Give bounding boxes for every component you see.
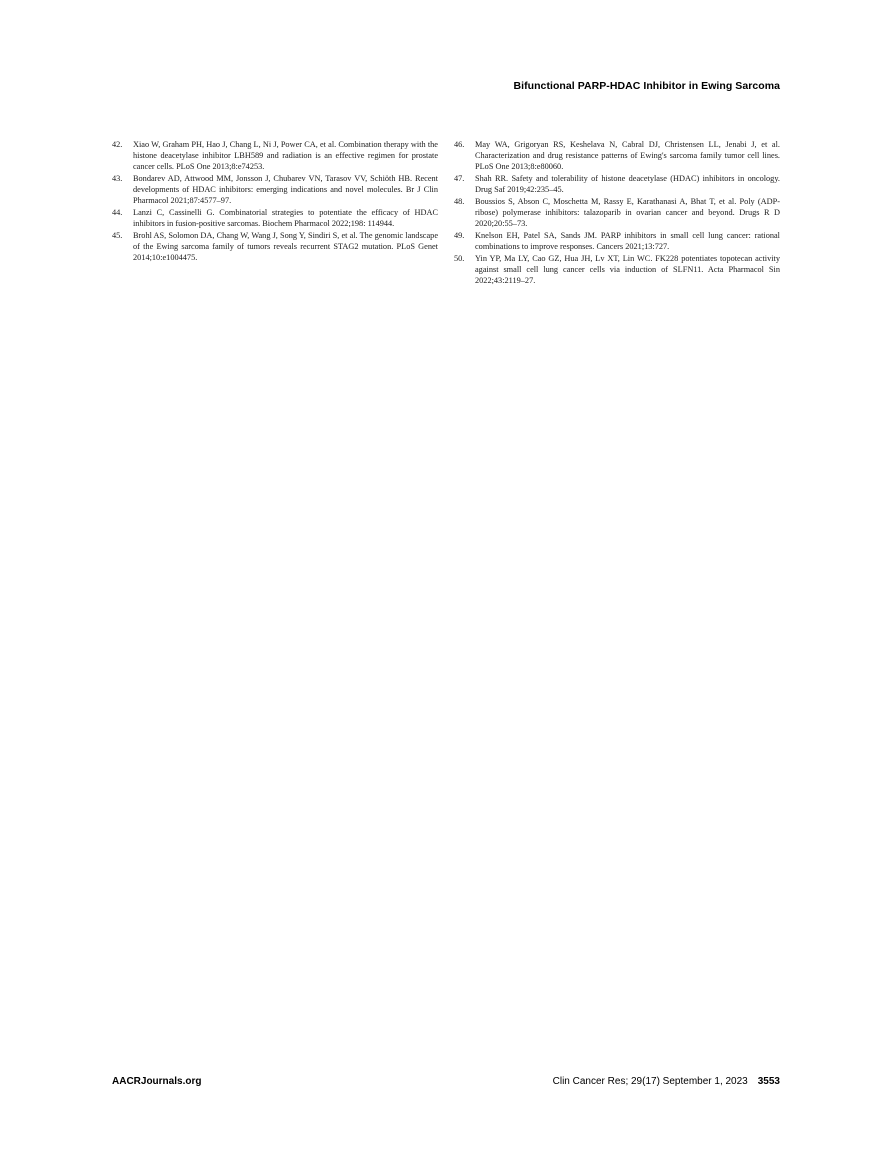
reference-item	[454, 139, 780, 172]
reference-number: 46.	[454, 140, 465, 149]
reference-number: 44.	[112, 208, 123, 217]
reference-number: 43.	[112, 174, 123, 183]
reference-number: 48.	[454, 197, 465, 206]
reference-item	[454, 196, 780, 229]
reference-item	[112, 207, 438, 229]
page-footer-citation	[553, 1076, 780, 1087]
reference-item	[454, 253, 780, 286]
reference-text: Lanzi C, Cassinelli G. Combinatorial strategies to potentiate the efficacy of HDAC inhibitors in fusion-positive sarcomas. Biochem Pharmacol 2022;198: 114944.	[133, 208, 438, 228]
citation-text: Clin Cancer Res; 29(17) September 1, 2023	[552, 1076, 748, 1087]
reference-item	[112, 139, 438, 172]
reference-text: Yin YP, Ma LY, Cao GZ, Hua JH, Lv XT, Lin WC. FK228 potentiates topotecan activity against small cell lung cancer cells via induction of SLFN11. Acta Pharmacol Sin 2022;43:2119–27.	[475, 254, 780, 285]
journal-site-link[interactable]: AACRJournals.org	[112, 1076, 202, 1087]
reference-number: 50.	[454, 254, 465, 263]
reference-text: Xiao W, Graham PH, Hao J, Chang L, Ni J, Power CA, et al. Combination therapy with the histone deacetylase inhibitor LBH589 and radiation is an effective regimen for prostate cancer cells. PLoS One 2013;8:e74253.	[133, 140, 438, 171]
reference-item	[454, 230, 780, 252]
page-number: 3553	[757, 1076, 780, 1087]
reference-number: 47.	[454, 174, 465, 183]
reference-item	[112, 173, 438, 206]
references-column-right	[454, 139, 780, 287]
reference-text: Boussios S, Abson C, Moschetta M, Rassy E, Karathanasi A, Bhat T, et al. Poly (ADP-ribose) polymerase inhibitors: talazoparib in ovarian cancer and beyond. Drugs R D 2020;20:55–73.	[475, 197, 780, 228]
reference-number: 45.	[112, 231, 123, 240]
references-column-left	[112, 139, 438, 264]
reference-item	[454, 173, 780, 195]
reference-text: Brohl AS, Solomon DA, Chang W, Wang J, Song Y, Sindiri S, et al. The genomic landscape of the Ewing sarcoma family of tumors reveals recurrent STAG2 mutation. PLoS Genet 2014;10:e1004475.	[133, 231, 438, 262]
running-header: Bifunctional PARP-HDAC Inhibitor in Ewing Sarcoma	[513, 80, 780, 92]
reference-number: 49.	[454, 231, 465, 240]
reference-item	[112, 230, 438, 263]
reference-text: Knelson EH, Patel SA, Sands JM. PARP inhibitors in small cell lung cancer: rational combinations to improve responses. Cancers 2021;13:727.	[475, 231, 780, 251]
reference-text: May WA, Grigoryan RS, Keshelava N, Cabral DJ, Christensen LL, Jenabi J, et al. Characterization and drug resistance patterns of Ewing's sarcoma family tumor cell lines. PLoS One 2013;8:e80060.	[475, 140, 780, 171]
reference-number: 42.	[112, 140, 123, 149]
reference-text: Bondarev AD, Attwood MM, Jonsson J, Chubarev VN, Tarasov VV, Schiöth HB. Recent developments of HDAC inhibitors: emerging indications and novel molecules. Br J Clin Pharmacol 2021;87:4577–97.	[133, 174, 438, 205]
reference-text: Shah RR. Safety and tolerability of histone deacetylase (HDAC) inhibitors in oncology. Drug Saf 2019;42:235–45.	[475, 174, 780, 194]
